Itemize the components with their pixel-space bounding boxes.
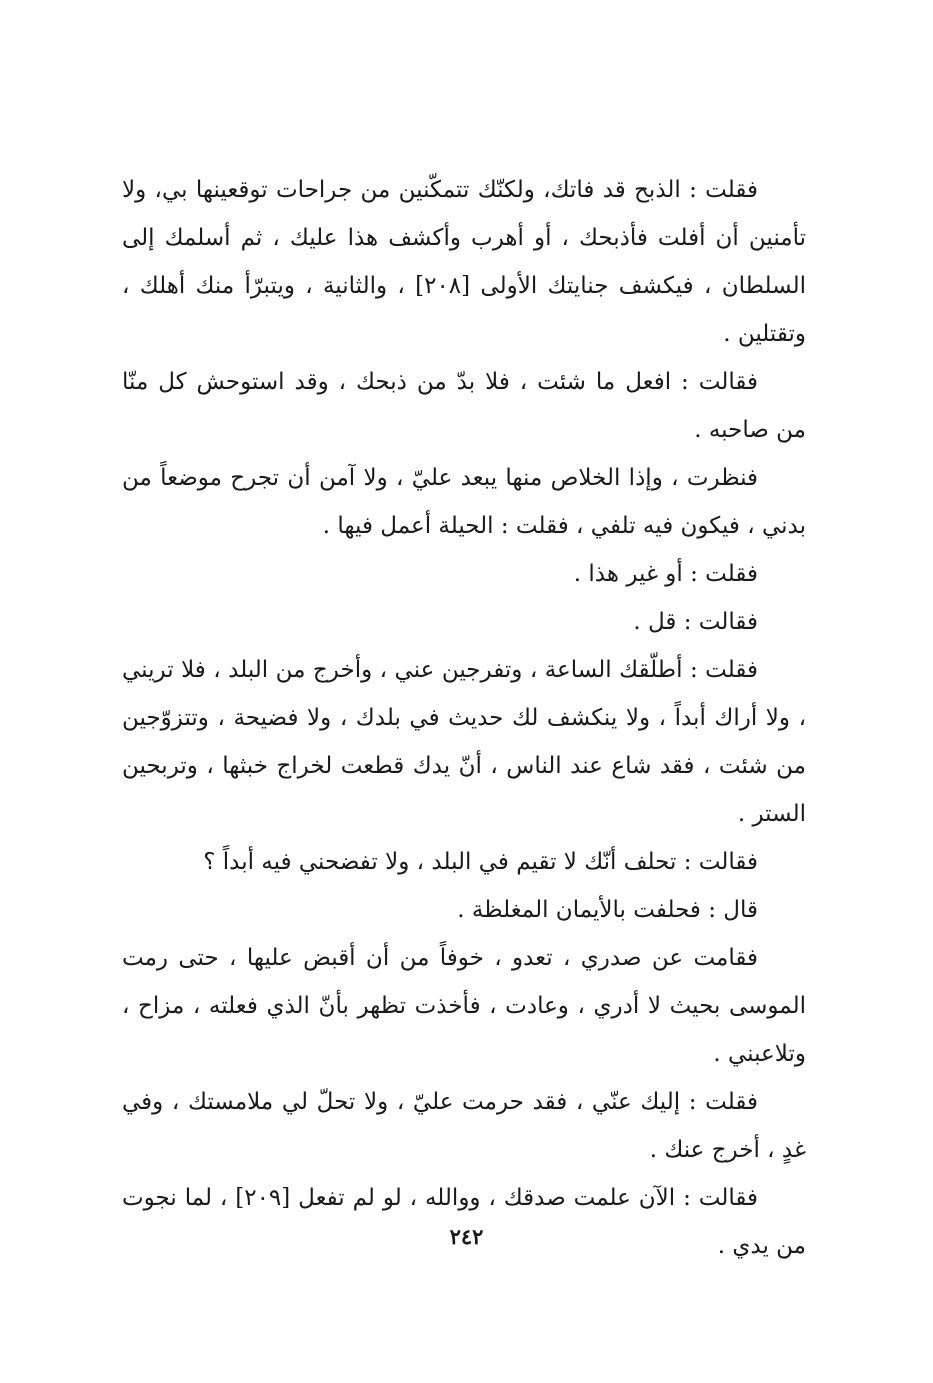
paragraph-1: فقلت : الذبح قد فاتك، ولكنّك تتمكّنين من جراحات توقعينها بي، ولا تأمنين أن أفلت فأذبحك ، أو أهرب وأكشف هذا عليك ، ثم أسلمك إلى السلطان ، فيكشف جنايتك الأولى [٢٠٨] ، والثانية ، ويتبرّأ منك أهلك ، وتقتلين . (122, 177, 806, 347)
paragraph-10: فقلت : إليك عنّي ، فقد حرمت عليّ ، ولا تحلّ لي ملامستك ، وفي غدٍ ، أخرج عنك . (122, 1089, 806, 1163)
paragraph-8: قال : فحلفت بالأيمان المغلظة . (457, 897, 758, 923)
page-number: ٢٤٢ (449, 1224, 484, 1249)
paragraph-3: فنظرت ، وإذا الخلاص منها يبعد عليّ ، ولا آمن أن تجرح موضعاً من بدني ، فيكون فيه تلفي ، فقلت : الحيلة أعمل فيها . (122, 465, 806, 539)
paragraph-11: فقالت : الآن علمت صدقك ، ووالله ، لو لم تفعل [٢٠٩] ، لما نجوت من يدي . (122, 1185, 806, 1259)
paragraph-5: فقالت : قل . (633, 609, 758, 635)
paragraph-9: فقامت عن صدري ، تعدو ، خوفاً من أن أقبض عليها ، حتى رمت الموسى بحيث لا أدري ، وعادت ، فأخذت تظهر بأنّ الذي فعلته ، مزاح ، وتلاعبني . (122, 945, 806, 1067)
body-text (122, 166, 806, 1270)
paragraph-4: فقلت : أو غير هذا . (573, 561, 758, 587)
paragraph-7: فقالت : تحلف أنّك لا تقيم في البلد ، ولا تفضحني فيه أبداً ؟ (203, 849, 758, 875)
paragraph-6: فقلت : أطلّقك الساعة ، وتفرجين عني ، وأخرج من البلد ، فلا تريني ، ولا أراك أبداً ، ولا ينكشف لك حديث في بلدك ، ولا فضيحة ، وتتزوّجين من شئت ، فقد شاع عند الناس ، أنّ يدك قطعت لخراج خبثها ، وتربحين الستر . (122, 657, 806, 827)
paragraph-2: فقالت : افعل ما شئت ، فلا بدّ من ذبحك ، وقد استوحش كل منّا من صاحبه . (122, 369, 806, 443)
